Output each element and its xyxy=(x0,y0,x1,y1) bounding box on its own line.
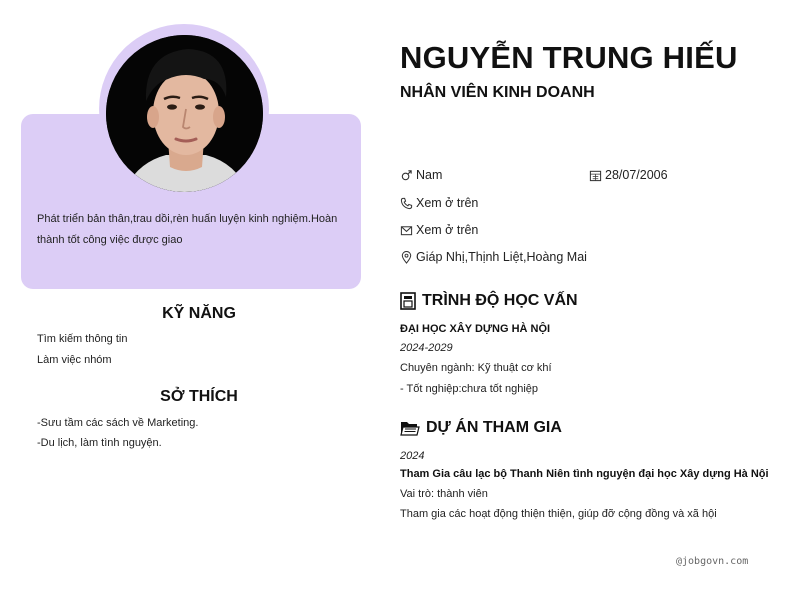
skills-heading: KỸ NĂNG xyxy=(162,305,236,322)
calendar-icon xyxy=(589,169,602,182)
summary-text: Phát triển bản thân,trau dồi,rèn huấn luyện kinh nghiệm.Hoàn thành tốt công việc được giao xyxy=(37,213,338,246)
birthdate-row xyxy=(589,168,668,182)
project-name: Tham Gia câu lạc bộ Thanh Niên tình nguyện đại học Xây dựng Hà Nội xyxy=(400,468,769,480)
project-role: Vai trò: thành viên xyxy=(400,488,488,500)
gender-row xyxy=(400,168,442,182)
avatar-photo xyxy=(106,35,263,192)
email-value: Xem ở trên xyxy=(416,223,479,237)
email-row xyxy=(400,223,478,237)
project-year: 2024 xyxy=(400,450,425,462)
address-value: Giáp Nhị,Thịnh Liệt,Hoàng Mai xyxy=(416,250,587,264)
phone-value: Xem ở trên xyxy=(416,196,479,210)
address-row xyxy=(400,250,587,264)
birthdate-value: 28/07/2006 xyxy=(605,168,668,182)
phone-icon xyxy=(400,197,413,210)
hobby-item: -Sưu tầm các sách về Marketing. xyxy=(37,417,199,429)
full-name: NGUYỄN TRUNG HIẾU xyxy=(400,40,738,75)
location-pin-icon xyxy=(400,251,413,264)
education-title: TRÌNH ĐỘ HỌC VẤN xyxy=(422,292,578,309)
project-description: Tham gia các hoạt động thiện thiện, giúp đỡ cộng đồng và xã hội xyxy=(400,508,717,520)
graduation-status: - Tốt nghiệp:chưa tốt nghiệp xyxy=(400,383,539,395)
education-heading xyxy=(400,292,578,310)
school-name: ĐẠI HỌC XÂY DỰNG HÀ NỘI xyxy=(400,323,551,335)
gender-value: Nam xyxy=(416,168,443,182)
skill-item: Tìm kiếm thông tin xyxy=(37,333,128,345)
major: Chuyên ngành: Kỹ thuật cơ khí xyxy=(400,362,552,374)
hobbies-heading: SỞ THÍCH xyxy=(160,388,238,405)
job-title: NHÂN VIÊN KINH DOANH xyxy=(400,84,595,101)
study-period: 2024-2029 xyxy=(400,342,453,354)
avatar xyxy=(106,35,263,192)
education-icon xyxy=(400,292,416,310)
watermark: @jobgovn.com xyxy=(676,556,749,567)
folder-icon xyxy=(400,419,420,437)
hobby-item: -Du lịch, làm tình nguyện. xyxy=(37,437,162,449)
projects-heading xyxy=(400,419,562,437)
projects-title: DỰ ÁN THAM GIA xyxy=(426,419,562,436)
mail-icon xyxy=(400,224,413,237)
phone-row xyxy=(400,196,478,210)
skill-item: Làm việc nhóm xyxy=(37,354,112,366)
gender-icon xyxy=(400,169,413,182)
